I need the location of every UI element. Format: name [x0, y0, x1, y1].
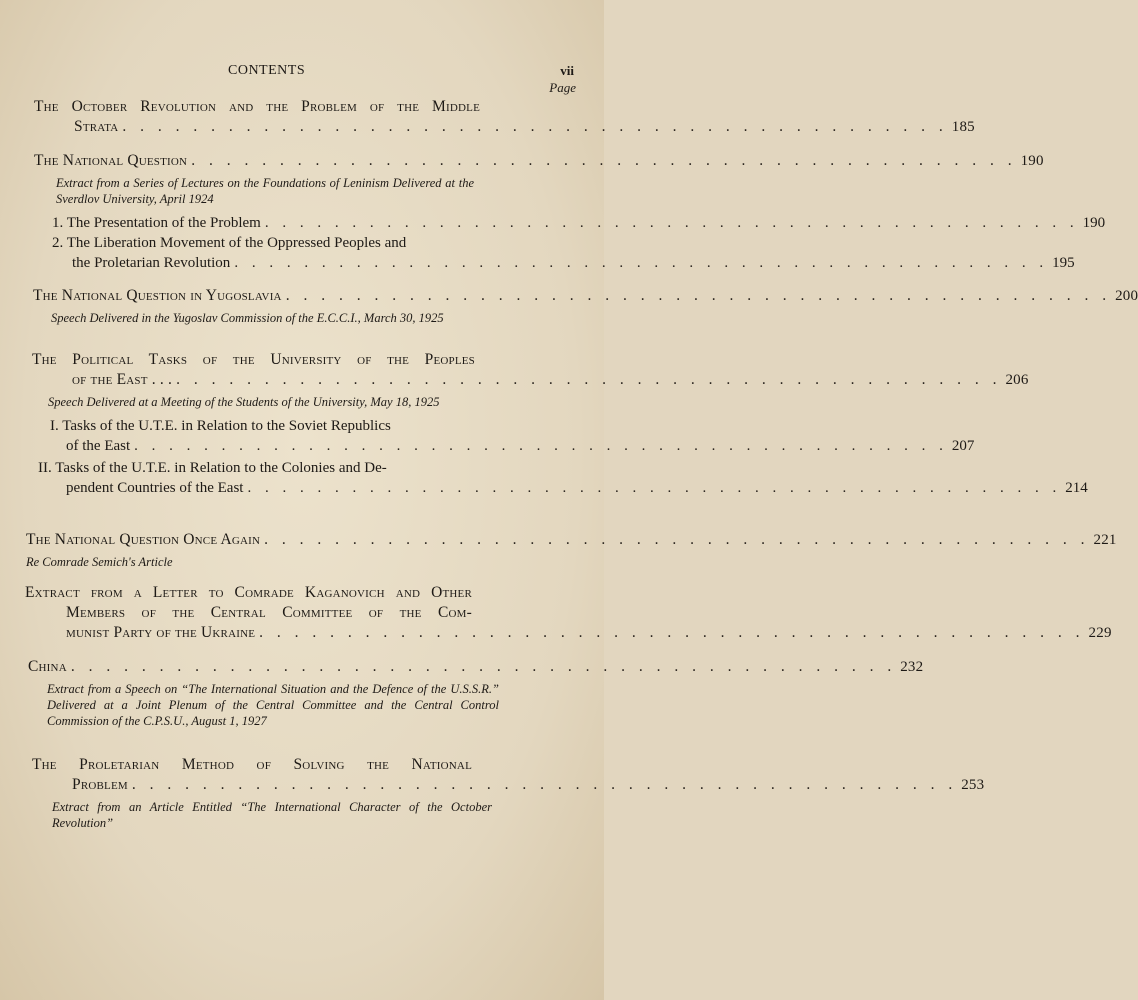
dot-leader: . . . . . . . . . . . . . . . . . . . . . . . . . . . . . . . . . . . . . . . . . . . . . . .: [122, 118, 948, 135]
entry-title-line: The National Question: [34, 152, 188, 169]
section-page: 195: [1052, 255, 1075, 271]
dot-leader: . . . . . . . . . . . . . . . . . . . . . . . . . . . . . . . . . . . . . . . . . . . . . . .: [176, 371, 1002, 388]
entry-page: 232: [900, 659, 924, 675]
section-page: 190: [1082, 215, 1106, 231]
entry-title-line: The National Question in Yugoslavia: [33, 287, 282, 304]
section-title: 1. The Presentation of the Problem: [52, 215, 261, 231]
toc-entry: [26, 530, 1117, 570]
section-title: I. Tasks of the U.T.E. in Relation to the Soviet Republics: [50, 418, 391, 434]
entry-page: 190: [1020, 153, 1044, 169]
section-page: 207: [951, 438, 975, 454]
section-page: 214: [1065, 480, 1088, 496]
entry-subtitle: Speech Delivered at a Meeting of the Students of the University, May 18, 1925: [48, 395, 440, 409]
entry-page: 229: [1088, 625, 1112, 641]
entry-title-line: of the East . . .: [72, 371, 173, 388]
toc-entry: [33, 286, 1138, 326]
entry-subtitle: Speech Delivered in the Yugoslav Commission of the E.C.C.I., March 30, 1925: [51, 311, 444, 325]
section-title: of the East: [66, 438, 131, 454]
toc-entry: [34, 151, 1106, 273]
dot-leader: . . . . . . . . . . . . . . . . . . . . . . . . . . . . . . . . . . . . . . . . . . . . . . .: [264, 215, 1079, 231]
dot-leader: . . . . . . . . . . . . . . . . . . . . . . . . . . . . . . . . . . . . . . . . . . . . . . .: [285, 287, 1112, 304]
dot-leader: . . . . . . . . . . . . . . . . . . . . . . . . . . . . . . . . . . . . . . . . . . . . . . .: [234, 255, 1049, 271]
dot-leader: . . . . . . . . . . . . . . . . . . . . . . . . . . . . . . . . . . . . . . . . . . . . . . .: [191, 152, 1017, 169]
running-head: CONTENTS: [228, 63, 306, 78]
dot-leader: . . . . . . . . . . . . . . . . . . . . . . . . . . . . . . . . . . . . . . . . . . . . . . .: [131, 776, 958, 793]
entry-subtitle: Extract from a Speech on “The International Situation and the Defence of the U.S.S.R.” Delivered at a Joint Plenum of the Central Committee and the Central Control Commission of the C.P.S.U., August 1, 1927: [47, 682, 499, 728]
entry-subtitle: Extract from a Series of Lectures on the Foundations of Leninism Delivered at the Sverdlov University, April 1924: [56, 176, 474, 206]
entry-title-line: The October Revolution and the Problem of the Middle: [34, 98, 480, 115]
section-title: II. Tasks of the U.T.E. in Relation to the Colonies and De-: [38, 460, 387, 476]
entry-title-line: munist Party of the Ukraine: [66, 624, 256, 641]
entry-title-line: China: [28, 658, 67, 675]
section-title: 2. The Liberation Movement of the Oppressed Peoples and: [52, 235, 407, 251]
entry-page: 200: [1115, 288, 1138, 304]
entry-title-line: The Proletarian Method of Solving the National: [32, 756, 472, 773]
entry-title-line: The National Question Once Again: [26, 531, 261, 548]
toc-entry: [25, 583, 1112, 643]
entry-page: 206: [1005, 372, 1029, 388]
toc-entry: [32, 350, 1088, 498]
entry-page: 221: [1093, 532, 1117, 548]
toc-entry: [32, 755, 985, 831]
entry-title-line: Strata: [74, 118, 119, 135]
entry-page: 253: [961, 777, 985, 793]
entry-title-line: Members of the Central Committee of the Com-: [66, 604, 472, 621]
dot-leader: . . . . . . . . . . . . . . . . . . . . . . . . . . . . . . . . . . . . . . . . . . . . . . .: [70, 658, 897, 675]
entry-subtitle: Extract from an Article Entitled “The International Character of the October Revolution”: [52, 800, 492, 830]
page-column-label: Page: [549, 80, 576, 95]
entry-title-line: Problem: [72, 776, 128, 793]
entry-title-line: Extract from a Letter to Comrade Kaganovich and Other: [25, 584, 472, 601]
page-number: vii: [560, 63, 574, 78]
dot-leader: . . . . . . . . . . . . . . . . . . . . . . . . . . . . . . . . . . . . . . . . . . . . . . .: [259, 624, 1085, 641]
dot-leader: . . . . . . . . . . . . . . . . . . . . . . . . . . . . . . . . . . . . . . . . . . . . . . .: [134, 438, 948, 454]
section-title: pendent Countries of the East: [66, 480, 244, 496]
section-title: the Proletarian Revolution: [72, 255, 231, 271]
toc-entry: [28, 657, 924, 729]
toc-entry: [34, 97, 975, 137]
dot-leader: . . . . . . . . . . . . . . . . . . . . . . . . . . . . . . . . . . . . . . . . . . . . . . .: [247, 480, 1062, 496]
entry-page: 185: [951, 119, 975, 135]
entry-subtitle: Re Comrade Semich's Article: [26, 555, 173, 569]
dot-leader: . . . . . . . . . . . . . . . . . . . . . . . . . . . . . . . . . . . . . . . . . . . . . . .: [264, 531, 1090, 548]
entry-title-line: The Political Tasks of the University of the Peoples: [32, 351, 475, 368]
